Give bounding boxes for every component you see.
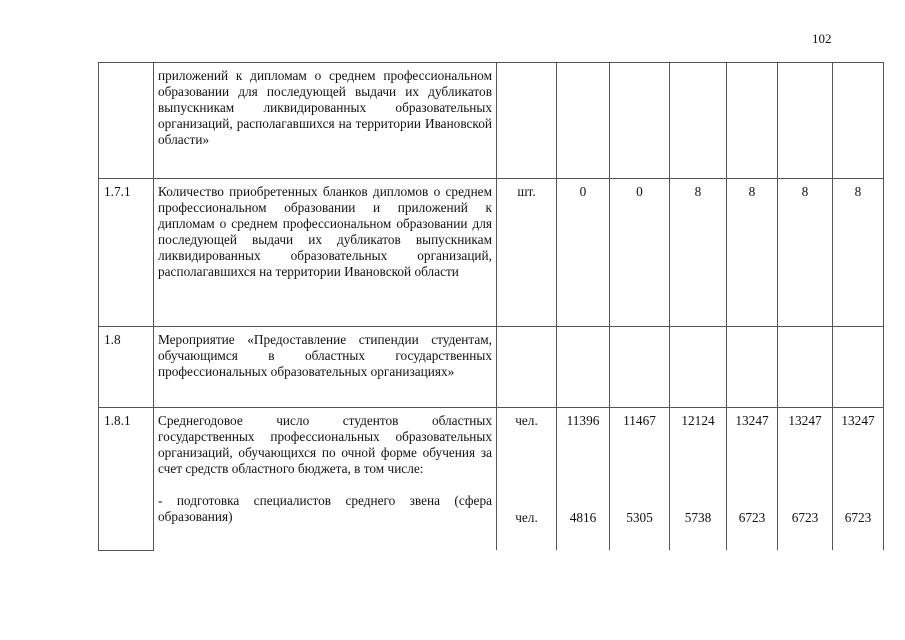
value-cell — [556, 407, 609, 550]
right-border — [883, 407, 884, 550]
value-cell — [832, 62, 883, 178]
row-divider — [98, 550, 154, 551]
sub-value-text: 5305 — [626, 510, 653, 525]
value-text: 8 — [854, 184, 862, 199]
value-cell — [726, 326, 777, 407]
value-cell — [609, 407, 669, 550]
unit-cell — [496, 62, 556, 178]
value-text: 11467 — [623, 413, 656, 428]
value-cell — [777, 178, 832, 326]
unit-cell — [496, 407, 556, 550]
value-cell — [726, 178, 777, 326]
sub-value-text: 6723 — [791, 510, 819, 525]
right-border — [883, 326, 884, 407]
value-cell — [777, 407, 832, 550]
unit-cell — [496, 326, 556, 407]
value-text: 8 — [694, 184, 702, 199]
unit-text: шт. — [517, 184, 536, 199]
value-cell — [556, 178, 609, 326]
value-cell — [669, 326, 726, 407]
row-divider — [98, 178, 884, 179]
value-text: 13247 — [788, 413, 822, 428]
unit-text: чел. — [515, 413, 538, 428]
sub-unit-text: чел. — [515, 510, 538, 525]
row-description — [153, 407, 496, 550]
value-cell — [726, 62, 777, 178]
value-cell — [556, 326, 609, 407]
right-border — [883, 62, 884, 178]
table-row — [98, 326, 883, 407]
table-row — [98, 407, 883, 550]
row-number: 1.7.1 — [98, 178, 153, 326]
value-cell — [609, 62, 669, 178]
sub-value-text: 6723 — [738, 510, 766, 525]
right-border — [883, 178, 884, 326]
row-number — [98, 62, 153, 178]
value-text: 12124 — [681, 413, 715, 428]
description-text: приложений к дипломам о среднем профессиональном образовании для последующей выдачи их дубликатов выпускникам ликвидированных образовательных организаций, располагавшихся на территории Ивановской области» — [158, 68, 492, 147]
value-cell — [726, 407, 777, 550]
row-divider — [98, 62, 884, 63]
value-text: 0 — [579, 184, 587, 199]
value-text: 13247 — [735, 413, 769, 428]
value-text: 8 — [801, 184, 809, 199]
table-row — [98, 62, 883, 178]
value-text: 0 — [636, 184, 643, 199]
row-description — [153, 178, 496, 326]
sub-description-text: - подготовка специалистов среднего звена (сфера образования) — [158, 493, 492, 524]
value-text: 13247 — [841, 413, 875, 428]
description-text: Среднегодовое число студентов областных государственных профессиональных образовательных организаций, обучающихся по очной форме обучения за счет средств областного бюджета, в том числе: — [158, 413, 492, 476]
table-row — [98, 178, 883, 326]
row-divider — [98, 326, 884, 327]
value-cell — [609, 326, 669, 407]
row-divider — [98, 407, 884, 408]
value-cell — [777, 62, 832, 178]
value-cell — [777, 326, 832, 407]
page-number: 102 — [812, 31, 832, 46]
row-description — [153, 326, 496, 407]
value-text: 11396 — [566, 413, 600, 428]
value-cell — [669, 178, 726, 326]
row-number: 1.8.1 — [98, 407, 153, 550]
sub-value-text: 5738 — [684, 510, 712, 525]
value-cell — [832, 407, 883, 550]
value-text: 8 — [748, 184, 756, 199]
unit-cell — [496, 178, 556, 326]
value-cell — [832, 326, 883, 407]
description-text: Мероприятие «Предоставление стипендии студентам, обучающимся в областных государственных профессиональных образовательных организациях» — [158, 332, 492, 379]
value-cell — [832, 178, 883, 326]
sub-value-text: 6723 — [844, 510, 872, 525]
row-description — [153, 62, 496, 178]
sub-value-text: 4816 — [569, 510, 597, 525]
description-text: Количество приобретенных бланков дипломов о среднем профессиональном образовании и приложений к дипломам о среднем профессиональном образовании для последующей выдачи их дубликатов выпускникам ликвидированных образовательных организаций, располагавшихся на территории Ивановской области — [158, 184, 492, 279]
value-cell — [669, 62, 726, 178]
row-number: 1.8 — [98, 326, 153, 407]
value-cell — [669, 407, 726, 550]
value-cell — [556, 62, 609, 178]
value-cell — [609, 178, 669, 326]
